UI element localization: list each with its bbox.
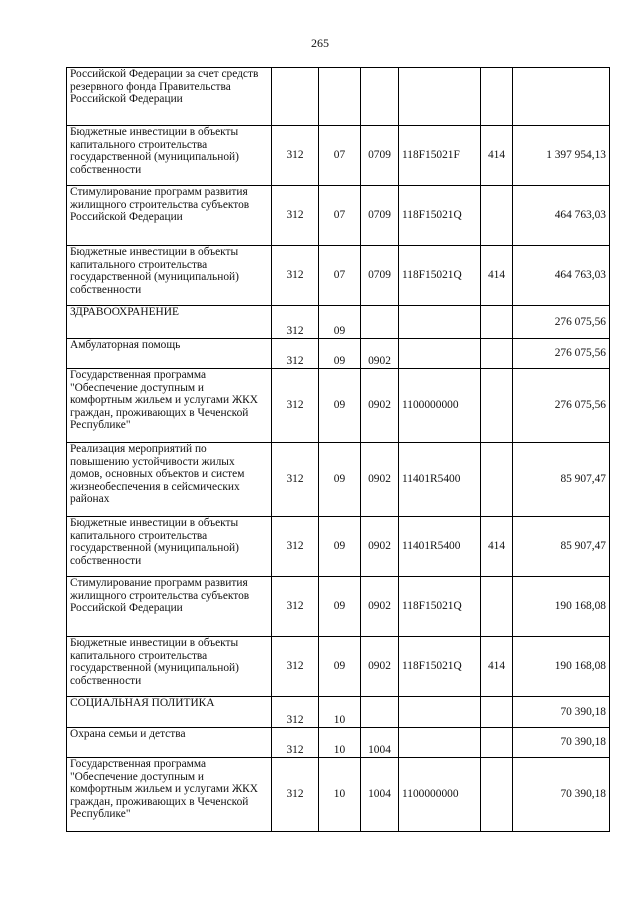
subsection-code: 1004 — [361, 758, 399, 832]
section-code: 07 — [319, 186, 361, 246]
section-code: 10 — [319, 728, 361, 758]
table-row — [67, 728, 610, 758]
expense-type-code: 414 — [481, 517, 513, 577]
budget-table — [66, 67, 610, 832]
section-code: 07 — [319, 126, 361, 186]
ministry-code: 312 — [272, 339, 319, 369]
expense-type-code — [481, 577, 513, 637]
section-heading: СОЦИАЛЬНАЯ ПОЛИТИКА — [67, 697, 272, 728]
ministry-code — [272, 68, 319, 126]
expense-type-code — [481, 758, 513, 832]
amount: 276 075,56 — [513, 339, 610, 369]
amount: 70 390,18 — [513, 697, 610, 728]
expense-type-code: 414 — [481, 637, 513, 697]
expense-type-code — [481, 186, 513, 246]
page-number: 265 — [311, 36, 329, 50]
subsection-code: 0902 — [361, 443, 399, 517]
subsection-code — [361, 697, 399, 728]
target-article-code — [399, 68, 481, 126]
target-article-code: 118F15021F — [399, 126, 481, 186]
table-row — [67, 306, 610, 339]
amount: 276 075,56 — [513, 369, 610, 443]
subsection-code: 0902 — [361, 339, 399, 369]
subsection-code: 0902 — [361, 369, 399, 443]
section-code — [319, 68, 361, 126]
expense-type-code — [481, 306, 513, 339]
ministry-code: 312 — [272, 126, 319, 186]
subsection-code: 0709 — [361, 246, 399, 306]
expense-type-code — [481, 697, 513, 728]
subsection-code: 0902 — [361, 577, 399, 637]
expense-type-code: 414 — [481, 246, 513, 306]
amount: 85 907,47 — [513, 517, 610, 577]
target-article-code — [399, 697, 481, 728]
subsection-code: 0902 — [361, 517, 399, 577]
target-article-code: 118F15021Q — [399, 246, 481, 306]
expense-type-code — [481, 339, 513, 369]
table-row — [67, 68, 610, 126]
amount: 1 397 954,13 — [513, 126, 610, 186]
item-name: Бюджетные инвестиции в объекты капитального строительства государственной (муниципальной) собственности — [67, 637, 272, 697]
table-row — [67, 577, 610, 637]
expense-type-code — [481, 369, 513, 443]
target-article-code — [399, 728, 481, 758]
target-article-code: 11401R5400 — [399, 517, 481, 577]
ministry-code: 312 — [272, 517, 319, 577]
subsection-code: 0709 — [361, 126, 399, 186]
ministry-code: 312 — [272, 637, 319, 697]
item-name: Стимулирование программ развития жилищного строительства субъектов Российской Федерации — [67, 186, 272, 246]
item-name: Российской Федерации за счет средств резервного фонда Правительства Российской Федерации — [67, 68, 272, 126]
ministry-code: 312 — [272, 728, 319, 758]
ministry-code: 312 — [272, 186, 319, 246]
item-name: Стимулирование программ развития жилищного строительства субъектов Российской Федерации — [67, 577, 272, 637]
section-heading: ЗДРАВООХРАНЕНИЕ — [67, 306, 272, 339]
subsection-code: 1004 — [361, 728, 399, 758]
expense-type-code: 414 — [481, 126, 513, 186]
item-name: Государственная программа "Обеспечение доступным и комфортным жильем и услугами ЖКХ граждан, проживающих в Чеченской Республике" — [67, 758, 272, 832]
item-name: Бюджетные инвестиции в объекты капитального строительства государственной (муниципальной) собственности — [67, 517, 272, 577]
table-row — [67, 186, 610, 246]
section-code: 09 — [319, 517, 361, 577]
target-article-code: 11401R5400 — [399, 443, 481, 517]
ministry-code: 312 — [272, 246, 319, 306]
item-name: Государственная программа "Обеспечение доступным и комфортным жильем и услугами ЖКХ граждан, проживающих в Чеченской Республике" — [67, 369, 272, 443]
amount: 464 763,03 — [513, 246, 610, 306]
subsection-code: 0709 — [361, 186, 399, 246]
table-row — [67, 517, 610, 577]
table-row — [67, 339, 610, 369]
section-code: 09 — [319, 339, 361, 369]
table-row — [67, 369, 610, 443]
ministry-code: 312 — [272, 758, 319, 832]
amount: 464 763,03 — [513, 186, 610, 246]
amount — [513, 68, 610, 126]
section-code: 07 — [319, 246, 361, 306]
section-code: 09 — [319, 306, 361, 339]
ministry-code: 312 — [272, 306, 319, 339]
item-name: Охрана семьи и детства — [67, 728, 272, 758]
amount: 190 168,08 — [513, 637, 610, 697]
amount: 70 390,18 — [513, 728, 610, 758]
expense-type-code — [481, 68, 513, 126]
subsection-code: 0902 — [361, 637, 399, 697]
section-code: 10 — [319, 758, 361, 832]
table-row — [67, 126, 610, 186]
section-code: 09 — [319, 637, 361, 697]
item-name: Реализация мероприятий по повышению устойчивости жилых домов, основных объектов и систем жизнеобеспечения в сейсмических районах — [67, 443, 272, 517]
ministry-code: 312 — [272, 577, 319, 637]
subsection-code — [361, 68, 399, 126]
section-code: 09 — [319, 577, 361, 637]
item-name: Бюджетные инвестиции в объекты капитального строительства государственной (муниципальной) собственности — [67, 246, 272, 306]
target-article-code: 1100000000 — [399, 758, 481, 832]
section-code: 10 — [319, 697, 361, 728]
item-name: Бюджетные инвестиции в объекты капитального строительства государственной (муниципальной) собственности — [67, 126, 272, 186]
ministry-code: 312 — [272, 697, 319, 728]
item-name: Амбулаторная помощь — [67, 339, 272, 369]
section-code: 09 — [319, 369, 361, 443]
ministry-code: 312 — [272, 443, 319, 517]
target-article-code: 118F15021Q — [399, 577, 481, 637]
table-row — [67, 246, 610, 306]
expense-type-code — [481, 443, 513, 517]
amount: 276 075,56 — [513, 306, 610, 339]
target-article-code — [399, 306, 481, 339]
table-row — [67, 758, 610, 832]
subsection-code — [361, 306, 399, 339]
table-row — [67, 697, 610, 728]
expense-type-code — [481, 728, 513, 758]
section-code: 09 — [319, 443, 361, 517]
amount: 85 907,47 — [513, 443, 610, 517]
target-article-code — [399, 339, 481, 369]
amount: 190 168,08 — [513, 577, 610, 637]
target-article-code: 118F15021Q — [399, 637, 481, 697]
target-article-code: 1100000000 — [399, 369, 481, 443]
ministry-code: 312 — [272, 369, 319, 443]
table-row — [67, 637, 610, 697]
amount: 70 390,18 — [513, 758, 610, 832]
table-row — [67, 443, 610, 517]
target-article-code: 118F15021Q — [399, 186, 481, 246]
